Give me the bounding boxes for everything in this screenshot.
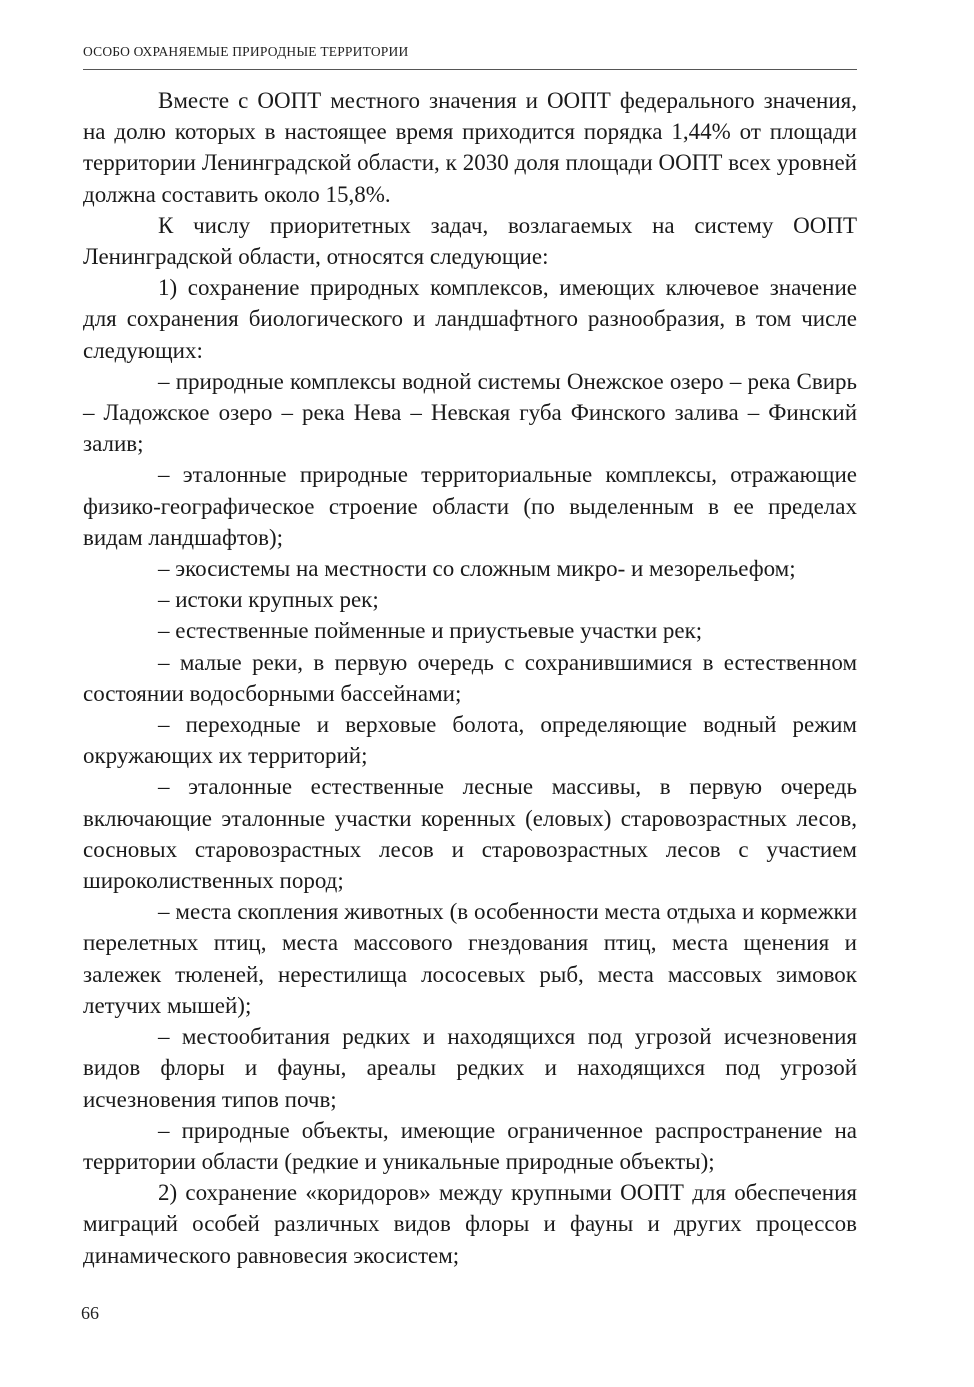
list-item: – эталонные природные территориальные комплексы, отражающие физико-географическое строение области (по выделенным в ее пределах видам ландшафтов); [83, 462, 857, 550]
list-item: – природные объекты, имеющие ограниченное распространение на территории области (редкие и уникальные природные объекты); [83, 1117, 857, 1174]
list-item: – эталонные естественные лесные массивы, в первую очередь включающие эталонные участки коренных (еловых) старовозрастных лесов, сосновых старовозрастных лесов и старовозрастных лесов с участием широколиственных пород; [83, 774, 857, 894]
paragraph: К числу приоритетных задач, возлагаемых на систему ООПТ Ленинградской области, относятся следующие: [83, 212, 857, 270]
list-item: – малые реки, в первую очередь с сохранившимися в естественном состоянии водосборными бассейнами; [83, 649, 857, 706]
list-item: 1) сохранение природных комплексов, имеющих ключевое значение для сохранения биологического и ландшафтного разнообразия, в том числе следующих: [83, 275, 857, 363]
list-item: – истоки крупных рек; [158, 587, 379, 613]
list-item: – естественные пойменные и приустьевые участки рек; [158, 618, 703, 644]
list-item: – места скопления животных (в особенности места отдыха и кормежки перелетных птиц, места массового гнездования птиц, места щенения и залежек тюленей, нерестилища лососевых рыб, места массовых зимовок летучих мышей); [83, 899, 857, 1018]
page-number: 66 [81, 1303, 99, 1323]
list-item: – экосистемы на местности со сложным микро- и мезорельефом; [158, 556, 796, 582]
paragraph: Вместе с ООПТ местного значения и ООПТ федерального значения, на долю которых в настоящее время приходится порядка 1,44% от площади территории Ленинградской области, к 2030 доля площади ООПТ всех уровней должна составить около 15,8%. [83, 88, 857, 207]
list-item: – местообитания редких и находящихся под угрозой исчезновения видов флоры и фауны, ареалы редких и находящихся под угрозой исчезновения типов почв; [83, 1024, 857, 1112]
page-body [83, 85, 857, 1271]
list-item: – переходные и верховые болота, определяющие водный режим окружающих их территорий; [83, 712, 857, 769]
list-item: 2) сохранение «коридоров» между крупными ООПТ для обеспечения миграций особей различных видов флоры и фауны и других процессов динамического равновесия экосистем; [83, 1180, 857, 1268]
list-item: – природные комплексы водной системы Онежское озеро – река Свирь – Ладожское озеро – река Нева – Невская губа Финского залива – Финский залив; [83, 368, 857, 457]
header-divider [83, 69, 857, 70]
running-header: ОСОБО ОХРАНЯЕМЫЕ ПРИРОДНЫЕ ТЕРРИТОРИИ [83, 44, 409, 59]
